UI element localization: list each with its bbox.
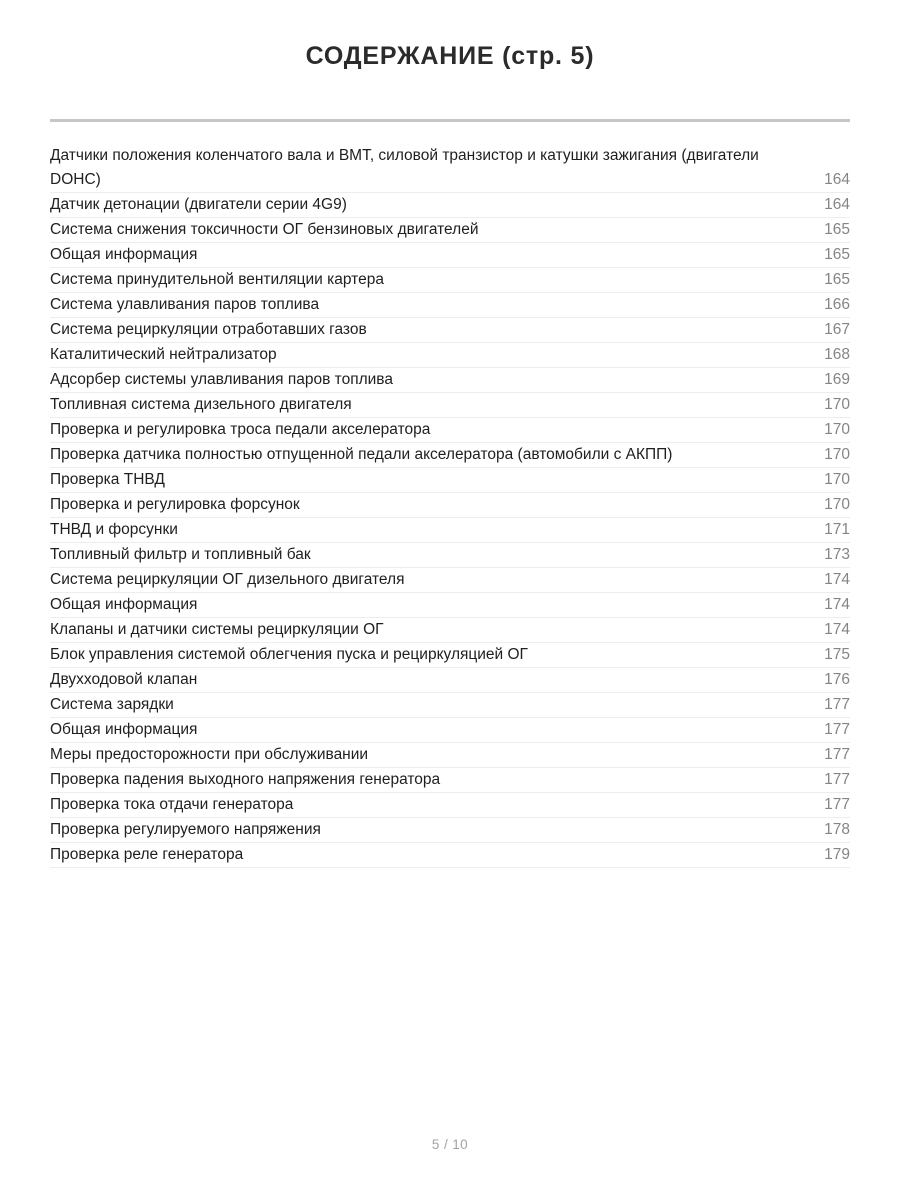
toc-entry-page-number: 177 <box>824 796 850 813</box>
toc-entry-title[interactable]: Система принудительной вентиляции картера <box>50 271 384 288</box>
toc-row[interactable] <box>50 743 850 768</box>
toc-entry-page-number: 169 <box>824 371 850 388</box>
toc-entry-page-number: 170 <box>824 421 850 438</box>
table-of-contents <box>50 144 850 868</box>
toc-entry-page-number: 166 <box>824 296 850 313</box>
toc-entry-page-number: 170 <box>824 471 850 488</box>
toc-row[interactable] <box>50 818 850 843</box>
toc-row[interactable] <box>50 468 850 493</box>
toc-row[interactable] <box>50 193 850 218</box>
toc-entry-page-number: 167 <box>824 321 850 338</box>
toc-entry-page-number: 170 <box>824 446 850 463</box>
toc-entry-page-number: 164 <box>824 171 850 188</box>
toc-row[interactable] <box>50 393 850 418</box>
toc-entry-page-number: 165 <box>824 271 850 288</box>
toc-entry-page-number: 174 <box>824 621 850 638</box>
toc-entry-title[interactable]: Проверка датчика полностью отпущенной педали акселератора (автомобили с АКПП) <box>50 446 673 463</box>
title-divider <box>50 119 850 122</box>
toc-entry-page-number: 165 <box>824 246 850 263</box>
toc-row[interactable] <box>50 443 850 468</box>
toc-entry-page-number: 177 <box>824 696 850 713</box>
toc-entry-title[interactable]: Каталитический нейтрализатор <box>50 346 277 363</box>
toc-entry-title[interactable]: Датчики положения коленчатого вала и ВМТ, силовой транзистор и катушки зажигания (двигатели DOHC) <box>50 147 759 188</box>
toc-row[interactable] <box>50 268 850 293</box>
toc-entry-title[interactable]: Проверка реле генератора <box>50 846 244 863</box>
toc-entry-title[interactable]: Блок управления системой облегчения пуска и рециркуляцией ОГ <box>50 646 528 663</box>
toc-entry-title[interactable]: Проверка регулируемого напряжения <box>50 821 321 838</box>
toc-entry-title[interactable]: Общая информация <box>50 721 198 738</box>
toc-entry-title[interactable]: Проверка падения выходного напряжения генератора <box>50 771 441 788</box>
toc-entry-title[interactable]: Адсорбер системы улавливания паров топлива <box>50 371 393 388</box>
toc-row[interactable] <box>50 843 850 868</box>
toc-row[interactable] <box>50 318 850 343</box>
toc-row[interactable] <box>50 218 850 243</box>
toc-entry-page-number: 176 <box>824 671 850 688</box>
toc-entry-title[interactable]: ТНВД и форсунки <box>50 521 178 538</box>
toc-row[interactable] <box>50 793 850 818</box>
toc-row[interactable] <box>50 493 850 518</box>
toc-row[interactable] <box>50 568 850 593</box>
toc-body <box>50 144 850 868</box>
toc-entry-title[interactable]: Датчик детонации (двигатели серии 4G9) <box>50 196 347 213</box>
toc-entry-title[interactable]: Система зарядки <box>50 696 174 713</box>
toc-entry-page-number: 178 <box>824 821 850 838</box>
page-footer: 5 / 10 <box>431 1137 469 1152</box>
toc-entry-page-number: 174 <box>824 571 850 588</box>
toc-entry-title[interactable]: Система улавливания паров топлива <box>50 296 320 313</box>
toc-entry-title[interactable]: Общая информация <box>50 596 198 613</box>
toc-row[interactable] <box>50 668 850 693</box>
toc-row[interactable] <box>50 368 850 393</box>
toc-entry-page-number: 164 <box>824 196 850 213</box>
toc-entry-page-number: 177 <box>824 721 850 738</box>
toc-entry-title[interactable]: Топливная система дизельного двигателя <box>50 396 352 413</box>
toc-entry-page-number: 179 <box>824 846 850 863</box>
toc-entry-title[interactable]: Проверка и регулировка форсунок <box>50 496 300 513</box>
toc-entry-page-number: 173 <box>824 546 850 563</box>
toc-row[interactable] <box>50 543 850 568</box>
toc-row[interactable] <box>50 618 850 643</box>
toc-entry-page-number: 170 <box>824 396 850 413</box>
toc-entry-title[interactable]: Меры предосторожности при обслуживании <box>50 746 369 763</box>
toc-row[interactable] <box>50 418 850 443</box>
toc-entry-title[interactable]: Проверка и регулировка троса педали акселератора <box>50 421 431 438</box>
toc-entry-title[interactable]: Общая информация <box>50 246 198 263</box>
toc-row[interactable] <box>50 693 850 718</box>
toc-entry-page-number: 165 <box>824 221 850 238</box>
toc-entry-page-number: 175 <box>824 646 850 663</box>
toc-entry-page-number: 177 <box>824 771 850 788</box>
toc-entry-page-number: 174 <box>824 596 850 613</box>
toc-row[interactable] <box>50 768 850 793</box>
toc-entry-title[interactable]: Система снижения токсичности ОГ бензиновых двигателей <box>50 221 479 238</box>
toc-row[interactable] <box>50 643 850 668</box>
toc-row[interactable] <box>50 343 850 368</box>
toc-row[interactable] <box>50 593 850 618</box>
toc-row[interactable] <box>50 144 850 193</box>
toc-entry-title[interactable]: Проверка тока отдачи генератора <box>50 796 294 813</box>
toc-row[interactable] <box>50 518 850 543</box>
toc-entry-title[interactable]: Топливный фильтр и топливный бак <box>50 546 311 563</box>
toc-entry-title[interactable]: Проверка ТНВД <box>50 471 165 488</box>
toc-entry-page-number: 171 <box>824 521 850 538</box>
toc-entry-title[interactable]: Система рециркуляции отработавших газов <box>50 321 367 338</box>
toc-entry-title[interactable]: Клапаны и датчики системы рециркуляции ОГ <box>50 621 384 638</box>
toc-entry-title[interactable]: Двухходовой клапан <box>50 671 198 688</box>
toc-row[interactable] <box>50 243 850 268</box>
toc-entry-page-number: 168 <box>824 346 850 363</box>
toc-row[interactable] <box>50 718 850 743</box>
toc-row[interactable] <box>50 293 850 318</box>
toc-entry-page-number: 170 <box>824 496 850 513</box>
toc-entry-page-number: 177 <box>824 746 850 763</box>
page-title: СОДЕРЖАНИЕ (стр. 5) <box>305 42 595 70</box>
toc-entry-title[interactable]: Система рециркуляции ОГ дизельного двигателя <box>50 571 405 588</box>
